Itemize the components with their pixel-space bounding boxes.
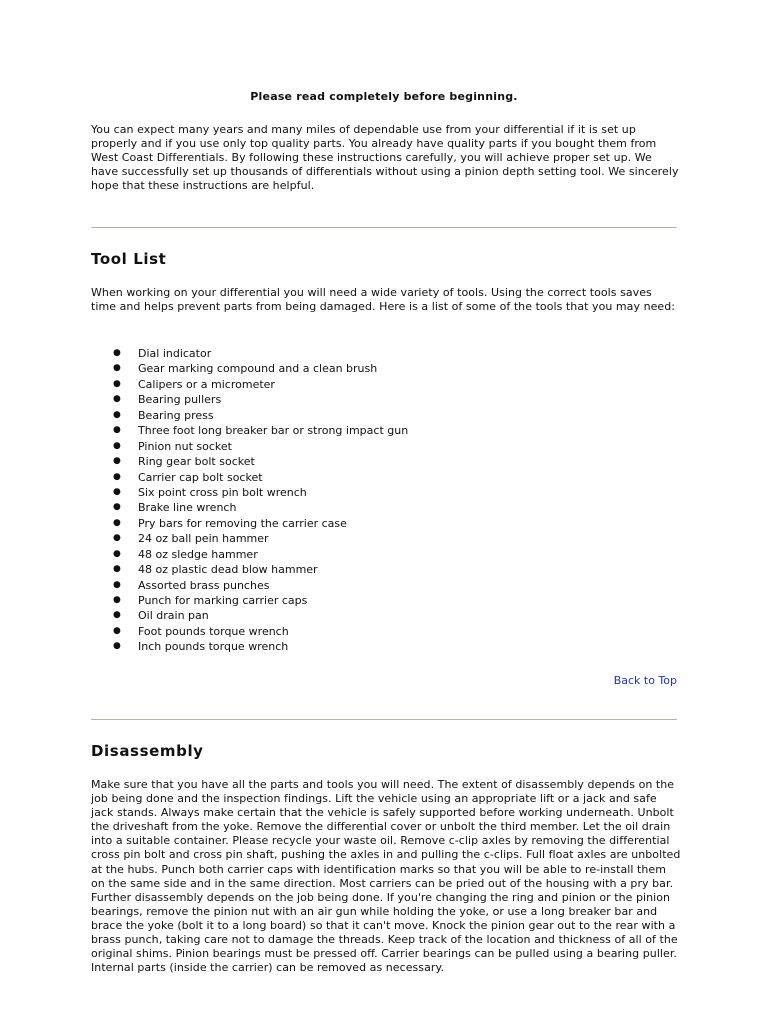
bullet-icon: ● — [113, 579, 121, 590]
list-item-label: Pinion nut socket — [138, 439, 232, 453]
tool-list — [91, 346, 408, 655]
list-item — [91, 439, 408, 454]
bullet-icon: ● — [113, 363, 121, 374]
list-item — [91, 470, 408, 485]
list-item-label: Pry bars for removing the carrier case — [138, 516, 347, 530]
list-item-label: Foot pounds torque wrench — [138, 624, 289, 638]
list-item — [91, 454, 408, 469]
list-item-label: Punch for marking carrier caps — [138, 594, 308, 607]
bullet-icon: ● — [113, 517, 121, 528]
list-item-label: 48 oz sledge hammer — [138, 547, 258, 561]
bullet-icon: ● — [113, 456, 121, 467]
list-item — [91, 423, 408, 438]
bullet-icon: ● — [113, 348, 121, 358]
list-item — [91, 547, 408, 562]
section-divider — [91, 227, 677, 228]
section-divider — [91, 719, 677, 720]
disassembly-paragraph: Make sure that you have all the parts and tools you will need. The extent of disassembly depends on the job being done and the inspection findings. Lift the vehicle using an appropriate lift or a jack and safe jack stands. Always make certain that the vehicle is safely supported before working underneath. Unbolt the driveshaft from the yoke. Remove the differential cover or unbolt the third member. Let the oil drain into a suitable container. Please recycle your waste oil. Remove c-clip axles by removing the differential cross pin bolt and cross pin shaft, pushing the axles in and pulling the c-clips. Full float axles are unbolted at the hubs. Punch both carrier caps with identification marks so that you will be able to re-install them on the same side and in the same direction. Most carriers can be pried out of the housing with a pry bar. Further disassembly depends on the job being done. If you're changing the ring and pinion or the pinion bearings, remove the pinion nut with an air gun while holding the yoke, or use a long breaker bar and brace the yoke (bolt it to a long board) so that it can't move. Knock the pinion gear out to the rear with a brass punch, taking care not to damage the threads. Keep track of the location and thickness of all of the original shims. Pinion bearings must be pressed off. Carrier bearings can be pulled using a bearing puller. Internal parts (inside the carrier) can be removed as necessary. — [91, 778, 681, 975]
list-item-label: Six point cross pin bolt wrench — [138, 485, 307, 499]
list-item-label: Dial indicator — [138, 347, 212, 360]
tool-list-heading: Tool List — [91, 250, 167, 268]
list-item — [91, 485, 408, 500]
list-item — [91, 500, 408, 515]
bullet-icon: ● — [113, 502, 121, 513]
list-item-label: Brake line wrench — [138, 501, 237, 515]
list-item — [91, 361, 408, 376]
list-item-label: Calipers or a micrometer — [138, 377, 275, 391]
list-item — [91, 392, 408, 407]
disassembly-heading: Disassembly — [91, 742, 204, 760]
list-item — [91, 346, 408, 361]
list-item — [91, 593, 408, 608]
list-item-label: Bearing pullers — [138, 393, 222, 407]
list-item-label: Gear marking compound and a clean brush — [138, 362, 378, 376]
bullet-icon: ● — [113, 378, 121, 389]
list-item — [91, 531, 408, 546]
list-item — [91, 408, 408, 423]
list-item-label: Carrier cap bolt socket — [138, 470, 263, 484]
list-item-label: Inch pounds torque wrench — [138, 640, 289, 654]
bullet-icon: ● — [113, 486, 121, 497]
list-item-label: 48 oz plastic dead blow hammer — [138, 563, 318, 577]
bullet-icon: ● — [113, 394, 121, 405]
bullet-icon: ● — [113, 625, 121, 636]
list-item — [91, 578, 408, 593]
bullet-icon: ● — [113, 533, 121, 544]
list-item — [91, 377, 408, 392]
list-item-label: 24 oz ball pein hammer — [138, 532, 269, 546]
bullet-icon: ● — [113, 409, 121, 420]
intro-heading: Please read completely before beginning. — [250, 90, 518, 103]
list-item — [91, 608, 408, 623]
back-to-top-link[interactable]: Back to Top — [613, 674, 677, 687]
list-item — [91, 639, 408, 654]
list-item — [91, 516, 408, 531]
tool-list-intro-paragraph: When working on your differential you will need a wide variety of tools. Using the correct tools saves time and helps prevent parts from being damaged. Here is a list of some of the tools that you may need: — [91, 286, 676, 314]
bullet-icon: ● — [113, 610, 121, 621]
list-item-label: Ring gear bolt socket — [138, 455, 255, 469]
bullet-icon: ● — [113, 564, 121, 575]
list-item — [91, 562, 408, 577]
bullet-icon: ● — [113, 471, 121, 482]
bullet-icon: ● — [113, 595, 121, 605]
list-item-label: Three foot long breaker bar or strong impact gun — [138, 424, 409, 438]
intro-paragraph: You can expect many years and many miles of dependable use from your differential if it is set up properly and if you use only top quality parts. You already have quality parts if you bought them from West Coast Differentials. By following these instructions carefully, you will achieve proper set up. We have successfully set up thousands of differentials without using a pinion depth setting tool. We sincerely hope that these instructions are helpful. — [91, 123, 679, 193]
list-item-label: Bearing press — [138, 408, 214, 422]
list-item-label: Oil drain pan — [138, 609, 209, 623]
bullet-icon: ● — [113, 440, 121, 451]
list-item-label: Assorted brass punches — [138, 578, 270, 592]
list-item — [91, 624, 408, 639]
bullet-icon: ● — [113, 425, 121, 436]
bullet-icon: ● — [113, 548, 121, 559]
bullet-icon: ● — [113, 641, 121, 652]
